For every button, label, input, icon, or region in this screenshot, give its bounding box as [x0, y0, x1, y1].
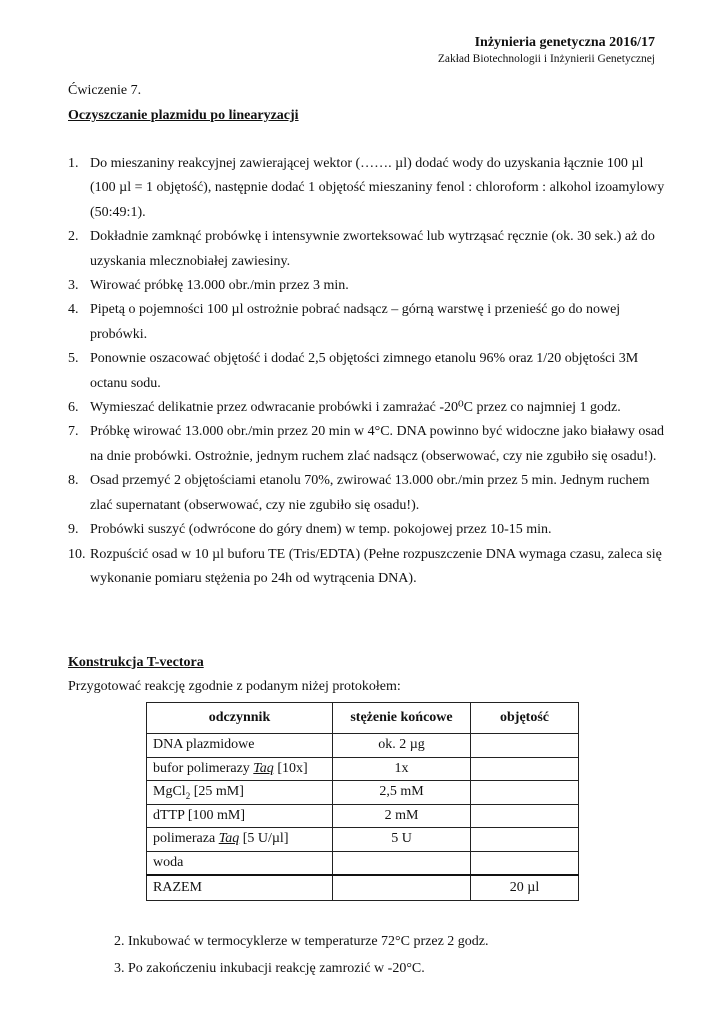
step-4	[68, 298, 668, 347]
reagent-text: woda	[153, 854, 184, 870]
step-number: 4.	[68, 302, 79, 318]
table-total-row	[147, 875, 579, 901]
step-text: Dokładnie zamknąć probówkę i intensywnie zworteksować lub wytrząsać ręcznie (ok. 30 sek.) aż do uzyskania mlecznobiałej zawiesiny.	[90, 229, 655, 269]
table-header-row	[147, 703, 579, 734]
step-text: Wymieszać delikatnie przez odwracanie probówki i zamrażać -20⁰C przez co najmniej 1 godz.	[90, 400, 621, 416]
step-number: 7.	[68, 424, 79, 440]
reagent-text: DNA plazmidowe	[153, 737, 255, 753]
volume-cell	[471, 828, 579, 852]
step-number: 6.	[68, 400, 79, 416]
final-concentration	[333, 851, 471, 875]
total-label: RAZEM	[147, 875, 333, 901]
step-number: 10.	[68, 546, 86, 562]
step-number: 3.	[68, 278, 79, 294]
step-8	[68, 469, 668, 518]
table-row	[147, 804, 579, 828]
step-number: 8.	[68, 473, 79, 489]
step-1	[68, 152, 668, 225]
exercise-label: Ćwiczenie 7.	[68, 83, 142, 98]
table-row	[147, 757, 579, 781]
final-concentration: 2 mM	[333, 804, 471, 828]
step-text: Probówki suszyć (odwrócone do góry dnem) w temp. pokojowej przez 10-15 min.	[90, 522, 552, 538]
reagent-subscript: 2	[185, 791, 191, 802]
step-9	[68, 518, 668, 542]
step-number: 5.	[68, 351, 79, 367]
reagent-italic: Taq	[218, 831, 240, 847]
step-text: Pipetą o pojemności 100 µl ostrożnie pobrać nadsącz – górną warstwę i przenieść go do nowej probówki.	[90, 302, 621, 342]
reagent-suffix: [10x]	[273, 760, 308, 776]
step-6	[68, 396, 668, 420]
reagent-text: dTTP [100 mM]	[153, 807, 246, 823]
reagent-name	[147, 757, 333, 781]
volume-cell	[471, 851, 579, 875]
reagent-name	[147, 781, 333, 805]
final-concentration: 5 U	[333, 828, 471, 852]
step-text: Do mieszaniny reakcyjnej zawierającej wektor (……. µl) dodać wody do uzyskania łącznie 100 µl (100 µl = 1 objętość), następnie dodać 1 objętość mieszaniny fenol : chloroform : alkohol izoamylowy (50:49:1).	[90, 156, 665, 220]
step-3	[68, 274, 668, 298]
total-concentration	[333, 875, 471, 901]
freeze-step: 3. Po zakończeniu inkubacji reakcję zamrozić w -20°C.	[114, 961, 425, 976]
section-title-t-vector: Konstrukcja T-vectora	[68, 655, 204, 670]
table-row	[147, 734, 579, 758]
reagent-suffix: [25 mM]	[190, 784, 244, 800]
column-header: objętość	[471, 703, 579, 734]
protocol-intro: Przygotować reakcję zgodnie z podanym niżej protokołem:	[68, 679, 401, 694]
final-concentration: ok. 2 µg	[333, 734, 471, 758]
table-row	[147, 781, 579, 805]
step-text: Wirować próbkę 13.000 obr./min przez 3 min.	[90, 278, 349, 294]
reagent-table	[146, 702, 579, 901]
volume-cell	[471, 781, 579, 805]
step-5	[68, 347, 668, 396]
column-header: odczynnik	[147, 703, 333, 734]
procedure-steps	[68, 152, 668, 591]
reagent-italic: Taq	[253, 760, 274, 776]
step-text: Rozpuścić osad w 10 µl buforu TE (Tris/EDTA) (Pełne rozpuszczenie DNA wymaga czasu, zaleca się wykonanie pomiaru stężenia po 24h od wytrącenia DNA).	[90, 546, 662, 586]
reagent-text: polimeraza	[153, 831, 219, 847]
reagent-text: bufor polimerazy	[153, 760, 254, 776]
reagent-name	[147, 734, 333, 758]
incubation-step: 2. Inkubować w termocyklerze w temperaturze 72°C przez 2 godz.	[114, 934, 489, 949]
total-volume: 20 µl	[471, 875, 579, 901]
step-7	[68, 420, 668, 469]
document-header	[438, 34, 655, 67]
volume-cell	[471, 734, 579, 758]
final-concentration: 2,5 mM	[333, 781, 471, 805]
volume-cell	[471, 757, 579, 781]
course-title: Inżynieria genetyczna 2016/17	[474, 35, 655, 50]
reagent-name	[147, 828, 333, 852]
table-row	[147, 851, 579, 875]
department-name: Zakład Biotechnologii i Inżynierii Genetycznej	[437, 53, 655, 65]
final-concentration: 1x	[333, 757, 471, 781]
step-text: Ponownie oszacować objętość i dodać 2,5 objętości zimnego etanolu 96% oraz 1/20 objętości 3M octanu sodu.	[90, 351, 639, 391]
column-header: stężenie końcowe	[333, 703, 471, 734]
step-10	[68, 543, 668, 592]
volume-cell	[471, 804, 579, 828]
step-number: 1.	[68, 156, 79, 171]
step-text: Próbkę wirować 13.000 obr./min przez 20 min w 4°C. DNA powinno być widoczne jako białawy osad na dnie probówki. Ostrożnie, jednym ruchem zlać nadsącz (obserwować, czy nie zgubiło się osadu!).	[90, 424, 665, 464]
reagent-text: MgCl	[153, 784, 186, 800]
table-row	[147, 828, 579, 852]
step-text: Osad przemyć 2 objętościami etanolu 70%, zwirować 13.000 obr./min przez 5 min. Jednym ruchem zlać supernatant (obserwować, czy nie zgubiło się osadu!).	[90, 473, 650, 513]
step-number: 9.	[68, 522, 79, 538]
section-title-purification: Oczyszczanie plazmidu po linearyzacji	[68, 108, 299, 123]
reagent-suffix: [5 U/µl]	[239, 831, 289, 847]
step-2	[68, 225, 668, 274]
step-number: 2.	[68, 229, 79, 245]
reagent-name	[147, 851, 333, 875]
reagent-name	[147, 804, 333, 828]
